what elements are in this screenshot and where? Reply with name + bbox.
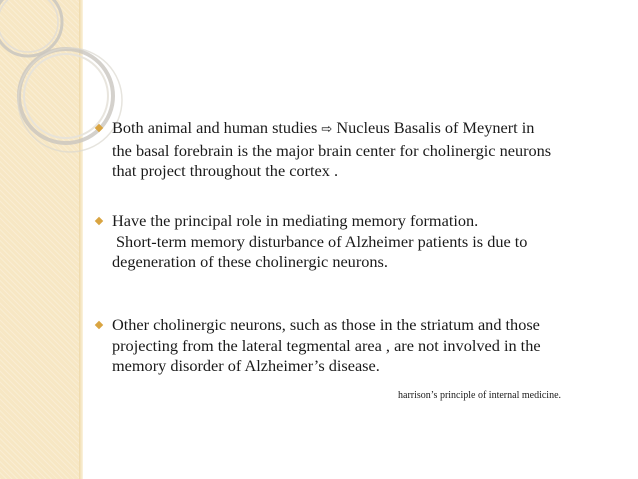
decorative-ring-middle-outer xyxy=(18,48,122,152)
bullet-3-line-3: memory disorder of Alzheimer’s disease. xyxy=(112,356,380,375)
bullet-1-line-2: the basal forebrain is the major brain center for cholinergic neurons xyxy=(112,140,552,160)
bullet-2-subline-2: degeneration of these cholinergic neurons. xyxy=(112,252,388,271)
bullet-marker xyxy=(95,321,103,329)
bullet-marker xyxy=(95,217,103,225)
bullet-3-line-1: Other cholinergic neurons, such as those in the striatum and those xyxy=(112,315,540,334)
bullet-item-3 xyxy=(112,315,617,377)
bullet-1-line-3: that project throughout the cortex . xyxy=(112,161,339,180)
bullet-2-subline-1: Short-term memory disturbance of Alzheimer patients is due to xyxy=(116,231,528,251)
right-arrow-icon: ⇨ xyxy=(321,122,333,137)
bullet-1-line-1: Both animal and human studies ⇨ Nucleus Basalis of Meynert in xyxy=(112,118,535,137)
bullet-item-1 xyxy=(112,118,617,182)
citation-text: harrison’s principle of internal medicine. xyxy=(398,390,562,401)
decorative-ring-top xyxy=(0,0,62,56)
bullet-3-line-2: projecting from the lateral tegmental area , are not involved in the xyxy=(112,335,541,355)
bullet-item-2 xyxy=(112,211,617,273)
decorative-ring-top-inner xyxy=(0,0,58,52)
bullet-2-line-1: Have the principal role in mediating memory formation. xyxy=(112,211,479,230)
